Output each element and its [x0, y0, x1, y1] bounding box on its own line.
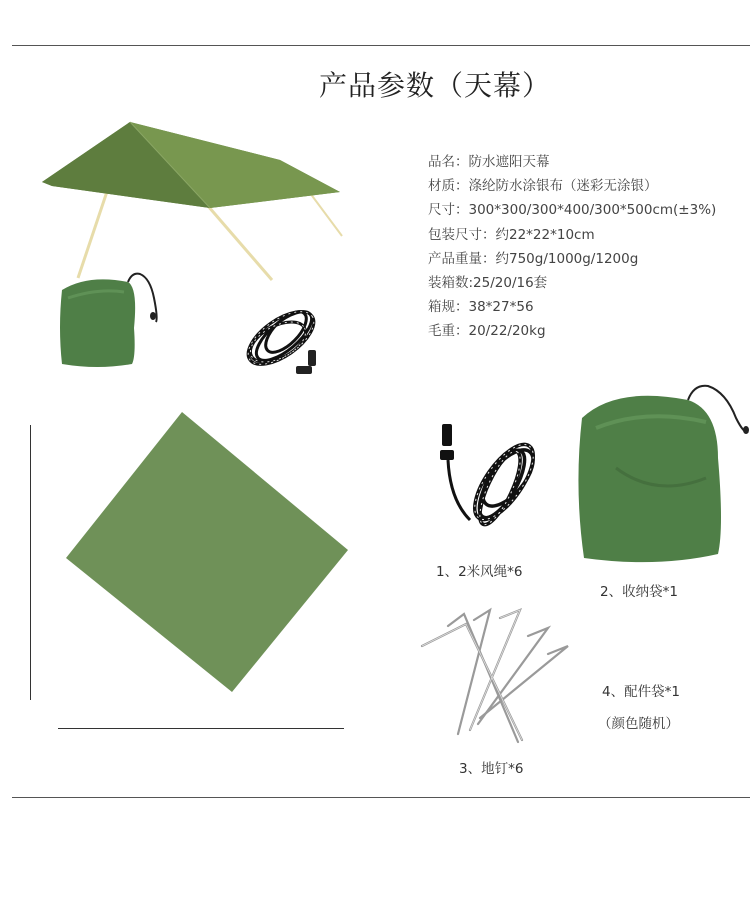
ground-stakes-image: [418, 606, 570, 746]
spec-carton-size: 箱规：38*27*56: [428, 299, 534, 316]
spec-size: 尺寸：300*300/300*400/300*500cm(±3%): [428, 202, 717, 219]
storage-bag-small-image: [58, 268, 160, 370]
spec-name: 品名：防水遮阳天幕: [428, 154, 550, 170]
spec-material: 材质：涤纶防水涂银布（迷彩无涂银）: [428, 178, 658, 195]
pouch-color-note: （颜色随机）: [598, 716, 679, 732]
bottom-divider: [12, 797, 750, 798]
spec-carton-qty: 装箱数:25/20/16套: [428, 275, 548, 292]
storage-bag-large-image: [576, 378, 750, 564]
tarp-frame-left-line: [30, 425, 31, 700]
spec-gross-weight: 毛重：20/22/20kg: [428, 323, 546, 340]
pouch-caption: 4、配件袋*1: [602, 684, 680, 700]
tarp-square-image: [62, 410, 352, 695]
tarp-frame-bottom-line: [58, 728, 344, 729]
top-divider: [12, 45, 750, 46]
rope-caption: 1、2米风绳*6: [436, 564, 523, 580]
storage-bag-caption: 2、收纳袋*1: [600, 584, 678, 600]
spec-weight: 产品重量：约750g/1000g/1200g: [428, 250, 639, 267]
rope-coil-image-top: [236, 288, 340, 384]
stakes-caption: 3、地钉*6: [459, 761, 524, 777]
spec-list: [428, 150, 716, 344]
page-title: 产品参数（天幕）: [318, 69, 551, 102]
spec-package-size: 包装尺寸：约22*22*10cm: [428, 226, 595, 243]
rope-coil-image: [430, 420, 552, 540]
